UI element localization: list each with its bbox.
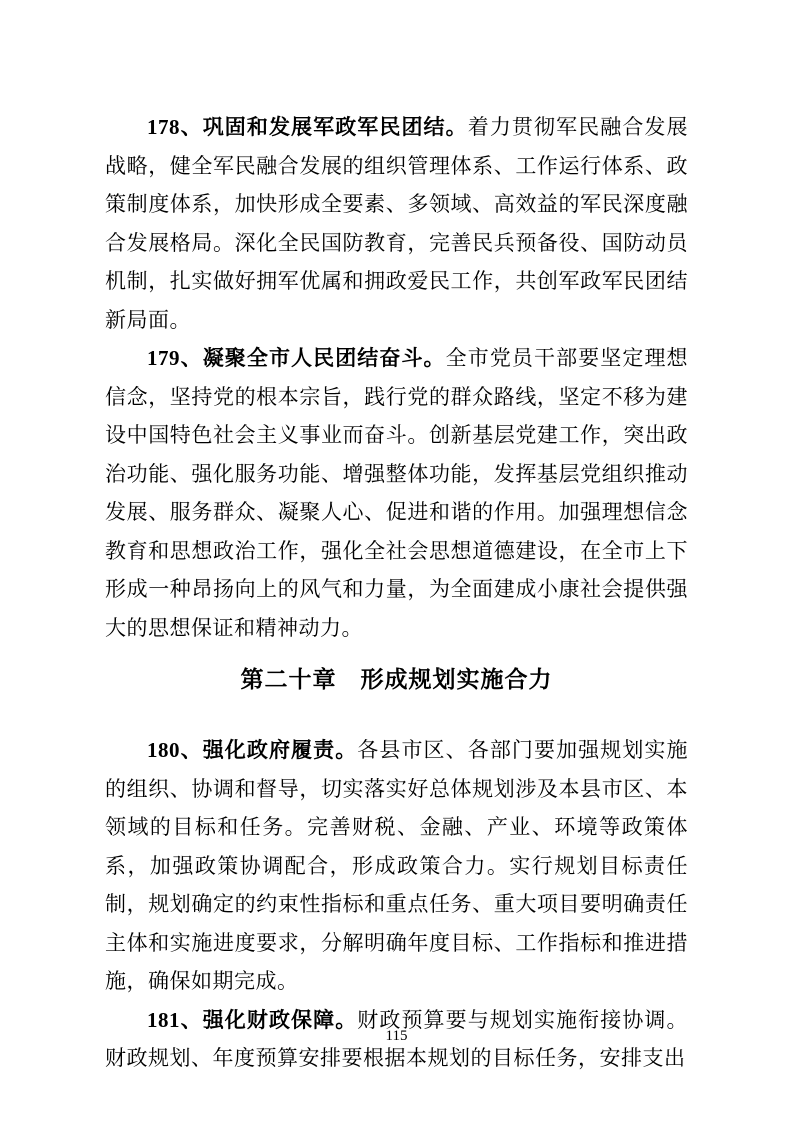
paragraph-180: [105, 731, 688, 1001]
paragraph-180-body: 各县市区、各部门要加强规划实施的组织、协调和督导，切实落实好总体规划涉及本县市区、本领域的目标和任务。完善财税、金融、产业、环境等政策体系，加强政策协调配合，形成政策合力。实行规划目标责任制，规划确定的约束性指标和重点任务、重大项目要明确责任主体和实施进度要求，分解明确年度目标、工作指标和推进措施，确保如期完成。: [105, 738, 689, 993]
paragraph-179: [105, 339, 688, 647]
paragraph-178-body: 着力贯彻军民融合发展战略，健全军民融合发展的组织管理体系、工作运行体系、政策制度体系，加快形成全要素、多领域、高效益的军民深度融合发展格局。深化全民国防教育，完善民兵预备役、国防动员机制，扎实做好拥军优属和拥政爱民工作，共创军政军民团结新局面。: [105, 115, 689, 332]
chapter-heading: 第二十章 形成规划实施合力: [240, 666, 553, 692]
page-content: [105, 108, 688, 1078]
paragraph-180-lead: 强化政府履责。: [202, 738, 358, 762]
paragraph-178: [105, 108, 688, 339]
page-number: 115: [385, 1028, 408, 1044]
paragraph-178-number: 178、: [147, 115, 203, 139]
paragraph-181-number: 181、: [147, 1007, 203, 1032]
paragraph-178-lead: 巩固和发展军政军民团结。: [202, 115, 468, 139]
paragraph-181-lead: 强化财政保障。: [202, 1007, 358, 1032]
paragraph-179-number: 179、: [147, 346, 203, 370]
paragraph-179-body: 全市党员干部要坚定理想信念，坚持党的根本宗旨，践行党的群众路线，坚定不移为建设中国特色社会主义事业而奋斗。创新基层党建工作，突出政治功能、强化服务功能、增强整体功能，发挥基层党组织推动发展、服务群众、凝聚人心、促进和谐的作用。加强理想信念教育和思想政治工作，强化全社会思想道德建设，在全市上下形成一种昂扬向上的风气和力量，为全面建成小康社会提供强大的思想保证和精神动力。: [105, 346, 689, 640]
paragraph-179-lead: 凝聚全市人民团结奋斗。: [202, 346, 446, 370]
paragraph-181-body: 财政预算要与规划实施衔接协调。财政规划、年度预算安排要根据本规划的目标任务，安排支出: [105, 1007, 689, 1070]
paragraph-180-number: 180、: [147, 738, 203, 762]
